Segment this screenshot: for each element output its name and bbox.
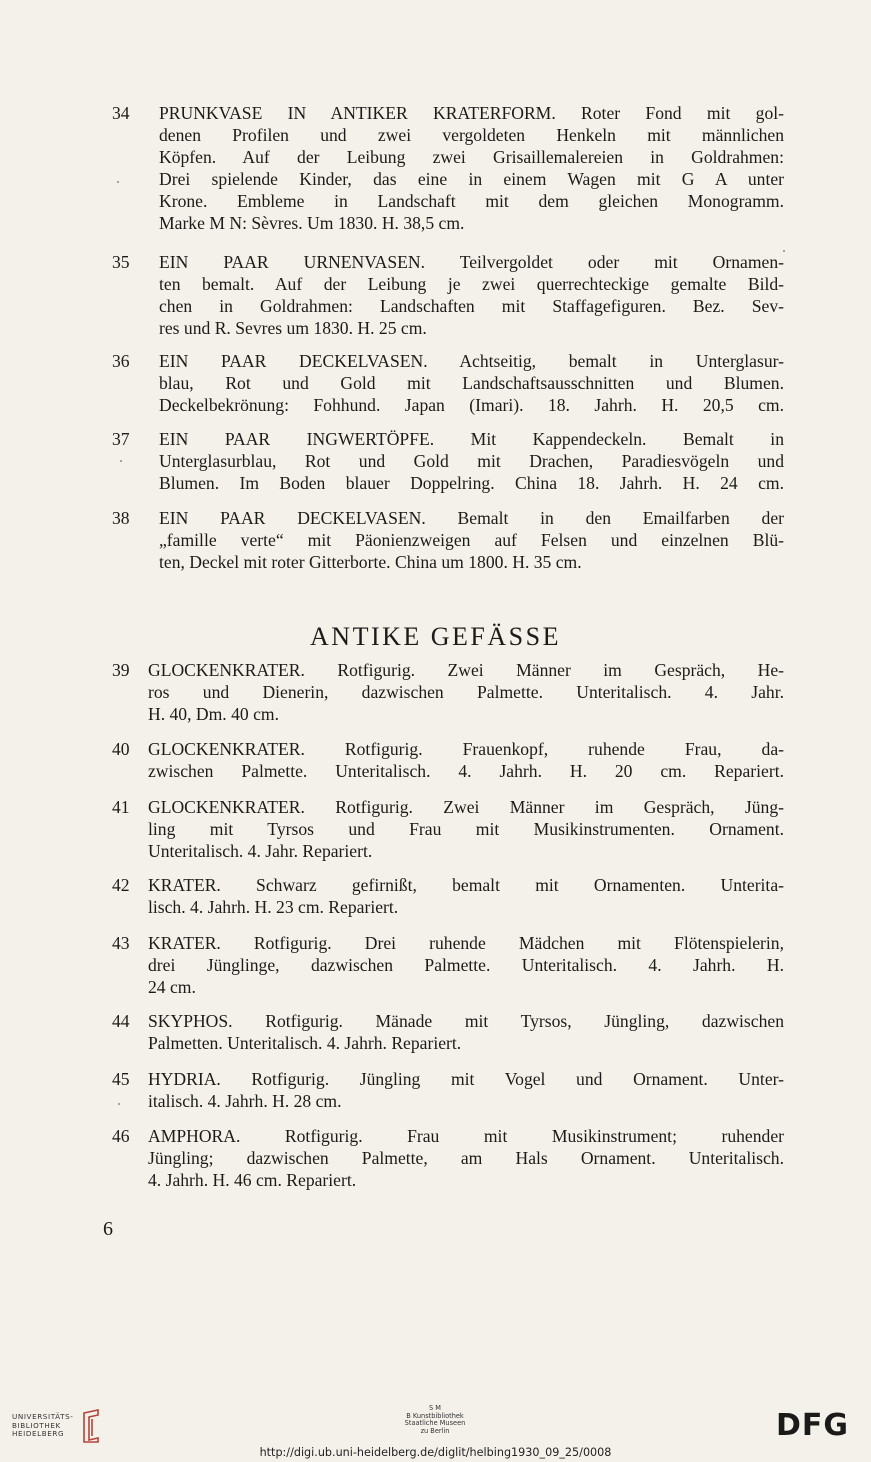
library-line: zu Berlin bbox=[420, 1426, 450, 1435]
entry-number: 39 bbox=[112, 660, 130, 680]
entry-line: EIN PAAR DECKELVASEN. Achtseitig, bemalt in Unterglasur- bbox=[159, 351, 784, 371]
section-heading: ANTIKE GEFÄSSE bbox=[310, 622, 561, 651]
entry-text bbox=[148, 932, 784, 998]
entry-line: zwischen Palmette. Unteritalisch. 4. Jahrh. H. 20 cm. Repariert. bbox=[148, 761, 784, 781]
entry-text bbox=[159, 428, 784, 494]
entry-text bbox=[148, 738, 784, 782]
entry-line: Marke M N: Sèvres. Um 1830. H. 38,5 cm. bbox=[159, 213, 465, 233]
university-library-label bbox=[12, 1413, 73, 1439]
entry-line: Unteritalisch. 4. Jahr. Repariert. bbox=[148, 841, 373, 861]
entry-line: Unterglasurblau, Rot und Gold mit Drachen, Paradiesvögeln und bbox=[159, 451, 784, 471]
entry-line: drei Jünglinge, dazwischen Palmette. Unteritalisch. 4. Jahrh. H. bbox=[148, 955, 784, 975]
entry-line: Krone. Embleme in Landschaft mit dem gleichen Monogramm. bbox=[159, 191, 784, 211]
entry-line: 4. Jahrh. H. 46 cm. Repariert. bbox=[148, 1170, 357, 1190]
entry-line: Jüngling; dazwischen Palmette, am Hals Ornament. Unteritalisch. bbox=[148, 1148, 784, 1168]
entry-line: Drei spielende Kinder, das eine in einem Wagen mit G A unter bbox=[159, 169, 784, 189]
catalogue-entry-38 bbox=[112, 507, 784, 573]
university-logo-icon bbox=[78, 1409, 104, 1443]
entry-line: Köpfen. Auf der Leibung zwei Grisaillemalereien in Goldrahmen: bbox=[159, 147, 784, 167]
dfg-logo: DFG bbox=[776, 1408, 850, 1443]
entry-number: 35 bbox=[112, 252, 130, 272]
entry-line: res und R. Sevres um 1830. H. 25 cm. bbox=[159, 318, 427, 338]
catalogue-entry-40 bbox=[112, 738, 784, 782]
library-line: B Kunstbibliothek bbox=[406, 1411, 464, 1420]
entry-line: 24 cm. bbox=[148, 977, 196, 997]
entry-line: chen in Goldrahmen: Landschaften mit Staffagefiguren. Bez. Sev- bbox=[159, 296, 784, 316]
catalogue-entry-42 bbox=[112, 874, 784, 918]
entry-text bbox=[159, 350, 784, 416]
entry-line: GLOCKENKRATER. Rotfigurig. Zwei Männer im Gespräch, Jüng- bbox=[148, 797, 784, 817]
catalogue-entry-46 bbox=[112, 1125, 784, 1191]
entry-line: lisch. 4. Jahrh. H. 23 cm. Repariert. bbox=[148, 897, 399, 917]
entry-number: 44 bbox=[112, 1011, 130, 1031]
university-line: UNIVERSITÄTS- bbox=[12, 1412, 74, 1421]
catalogue-entry-43 bbox=[112, 932, 784, 998]
entry-text bbox=[159, 507, 784, 573]
entry-line: „famille verte“ mit Päonienzweigen auf Felsen und einzelnen Blü- bbox=[159, 530, 784, 550]
catalogue-entry-41 bbox=[112, 796, 784, 862]
permalink-url[interactable]: http://digi.ub.uni-heidelberg.de/diglit/helbing1930_09_25/0008 bbox=[259, 1446, 612, 1459]
university-line: HEIDELBERG bbox=[12, 1429, 65, 1438]
entry-line: ten, Deckel mit roter Gitterborte. China um 1800. H. 35 cm. bbox=[159, 552, 582, 572]
entry-line: H. 40, Dm. 40 cm. bbox=[148, 704, 279, 724]
paper-speck bbox=[783, 250, 785, 252]
entry-line: EIN PAAR DECKELVASEN. Bemalt in den Emailfarben der bbox=[159, 508, 784, 528]
entry-line: ling mit Tyrsos und Frau mit Musikinstrumenten. Ornament. bbox=[148, 819, 784, 839]
entry-line: EIN PAAR URNENVASEN. Teilvergoldet oder mit Ornamen- bbox=[159, 252, 784, 272]
entry-line: denen Profilen und zwei vergoldeten Henkeln mit männlichen bbox=[159, 125, 784, 145]
entry-number: 46 bbox=[112, 1126, 130, 1146]
entry-line: Deckelbekrönung: Fohhund. Japan (Imari). 18. Jahrh. H. 20,5 cm. bbox=[159, 395, 784, 415]
entry-line: AMPHORA. Rotfigurig. Frau mit Musikinstrument; ruhender bbox=[148, 1126, 784, 1146]
entry-text bbox=[148, 1010, 784, 1054]
entry-number: 41 bbox=[112, 797, 130, 817]
entry-line: HYDRIA. Rotfigurig. Jüngling mit Vogel und Ornament. Unter- bbox=[148, 1069, 784, 1089]
entry-line: EIN PAAR INGWERTÖPFE. Mit Kappendeckeln. Bemalt in bbox=[159, 429, 784, 449]
university-line: BIBLIOTHEK bbox=[12, 1420, 61, 1430]
catalogue-entry-44 bbox=[112, 1010, 784, 1054]
entry-number: 43 bbox=[112, 933, 130, 953]
paper-speck bbox=[118, 1103, 120, 1105]
entry-line: KRATER. Schwarz gefirnißt, bemalt mit Ornamenten. Unterita- bbox=[148, 875, 784, 895]
entry-number: 45 bbox=[112, 1069, 130, 1089]
catalogue-entry-45 bbox=[112, 1068, 784, 1112]
catalogue-entry-37 bbox=[112, 428, 784, 494]
entry-number: 38 bbox=[112, 508, 130, 528]
entry-line: KRATER. Rotfigurig. Drei ruhende Mädchen mit Flötenspielerin, bbox=[148, 933, 784, 953]
entry-text bbox=[148, 1125, 784, 1191]
catalogue-entry-39 bbox=[112, 659, 784, 725]
entry-line: PRUNKVASE IN ANTIKER KRATERFORM. Roter Fond mit gol- bbox=[159, 103, 784, 123]
catalogue-entry-36 bbox=[112, 350, 784, 416]
entry-line: blau, Rot und Gold mit Landschaftsausschnitten und Blumen. bbox=[159, 373, 784, 393]
entry-line: ros und Dienerin, dazwischen Palmette. Unteritalisch. 4. Jahr. bbox=[148, 682, 784, 702]
entry-text bbox=[159, 102, 784, 234]
library-line: S M bbox=[429, 1404, 441, 1412]
entry-line: italisch. 4. Jahrh. H. 28 cm. bbox=[148, 1091, 342, 1111]
entry-number: 37 bbox=[112, 429, 130, 449]
paper-speck bbox=[120, 460, 122, 462]
entry-text bbox=[148, 874, 784, 918]
library-line: Staatliche Museen bbox=[404, 1419, 466, 1427]
entry-line: GLOCKENKRATER. Rotfigurig. Frauenkopf, ruhende Frau, da- bbox=[148, 739, 784, 759]
paper-speck bbox=[117, 181, 119, 183]
entry-text bbox=[148, 659, 784, 725]
entry-text bbox=[148, 1068, 784, 1112]
page-number: 6 bbox=[103, 1218, 113, 1240]
entry-number: 42 bbox=[112, 875, 130, 895]
entry-line: Palmetten. Unteritalisch. 4. Jahrh. Repariert. bbox=[148, 1033, 462, 1053]
catalogue-entry-34 bbox=[112, 102, 784, 234]
entry-number: 40 bbox=[112, 739, 130, 759]
entry-line: ten bemalt. Auf der Leibung je zwei querrechteckige gemalte Bild- bbox=[159, 274, 784, 294]
catalogue-entry-35 bbox=[112, 251, 784, 339]
entry-line: GLOCKENKRATER. Rotfigurig. Zwei Männer im Gespräch, He- bbox=[148, 660, 784, 680]
entry-line: SKYPHOS. Rotfigurig. Mänade mit Tyrsos, Jüngling, dazwischen bbox=[148, 1011, 784, 1031]
kunstbibliothek-label bbox=[390, 1405, 480, 1435]
entry-line: Blumen. Im Boden blauer Doppelring. China 18. Jahrh. H. 24 cm. bbox=[159, 473, 784, 493]
entry-number: 34 bbox=[112, 103, 130, 123]
entry-text bbox=[148, 796, 784, 862]
entry-number: 36 bbox=[112, 351, 130, 371]
entry-text bbox=[159, 251, 784, 339]
